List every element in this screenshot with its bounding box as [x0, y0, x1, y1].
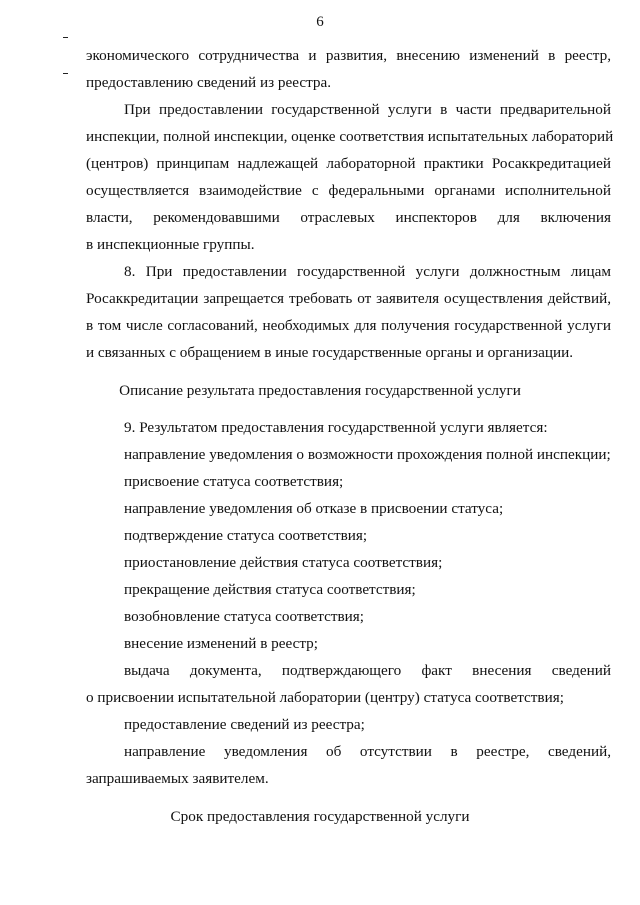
list-item: направление уведомления об отсутствии в реестре, сведений,	[124, 743, 611, 760]
list-item: возобновление статуса соответствия;	[124, 608, 364, 625]
list-item-continuation: запрашиваемых заявителем.	[86, 770, 269, 787]
list-item: подтверждение статуса соответствия;	[124, 527, 368, 544]
text-line: (центров) принципам надлежащей лабораторной практики Росаккредитацией	[86, 155, 611, 172]
page-number: 6	[316, 14, 324, 30]
list-item: предоставление сведений из реестра;	[124, 716, 365, 733]
list-item: направление уведомления о возможности прохождения полной инспекции;	[124, 446, 611, 463]
list-item-continuation: о присвоении испытательной лаборатории (центру) статуса соответствия;	[86, 689, 564, 706]
text-line: Росаккредитации запрещается требовать от заявителя осуществления действий,	[86, 290, 611, 307]
text-line: в том числе согласований, необходимых для получения государственной услуги	[86, 317, 611, 334]
list-item: прекращение действия статуса соответствия;	[124, 581, 416, 598]
section-heading: Срок предоставления государственной услуги	[170, 808, 470, 825]
list-item: направление уведомления об отказе в присвоении статуса;	[124, 500, 504, 517]
list-item: выдача документа, подтверждающего факт внесения сведений	[124, 662, 611, 679]
text-line: осуществляется взаимодействие с федеральными органами исполнительной	[86, 182, 611, 199]
text-line: предоставлению сведений из реестра.	[86, 74, 332, 91]
text-line: экономического сотрудничества и развития, внесению изменений в реестр,	[86, 47, 611, 64]
list-item: приостановление действия статуса соответствия;	[124, 554, 443, 571]
margin-mark	[63, 37, 68, 38]
text-line: в инспекционные группы.	[86, 236, 255, 253]
list-intro: 9. Результатом предоставления государственной услуги является:	[124, 419, 548, 436]
text-line: инспекции, полной инспекции, оценке соответствия испытательных лабораторий	[86, 128, 614, 145]
text-line: власти, рекомендовавшими отраслевых инспекторов для включения	[86, 209, 611, 226]
margin-mark	[63, 73, 68, 74]
list-item: присвоение статуса соответствия;	[124, 473, 344, 490]
text-line: При предоставлении государственной услуги в части предварительной	[124, 101, 611, 118]
list-item: внесение изменений в реестр;	[124, 635, 318, 652]
section-heading: Описание результата предоставления государственной услуги	[119, 382, 521, 399]
text-line: 8. При предоставлении государственной услуги должностным лицам	[124, 263, 611, 280]
text-line: и связанных с обращением в иные государственные органы и организации.	[86, 344, 574, 361]
